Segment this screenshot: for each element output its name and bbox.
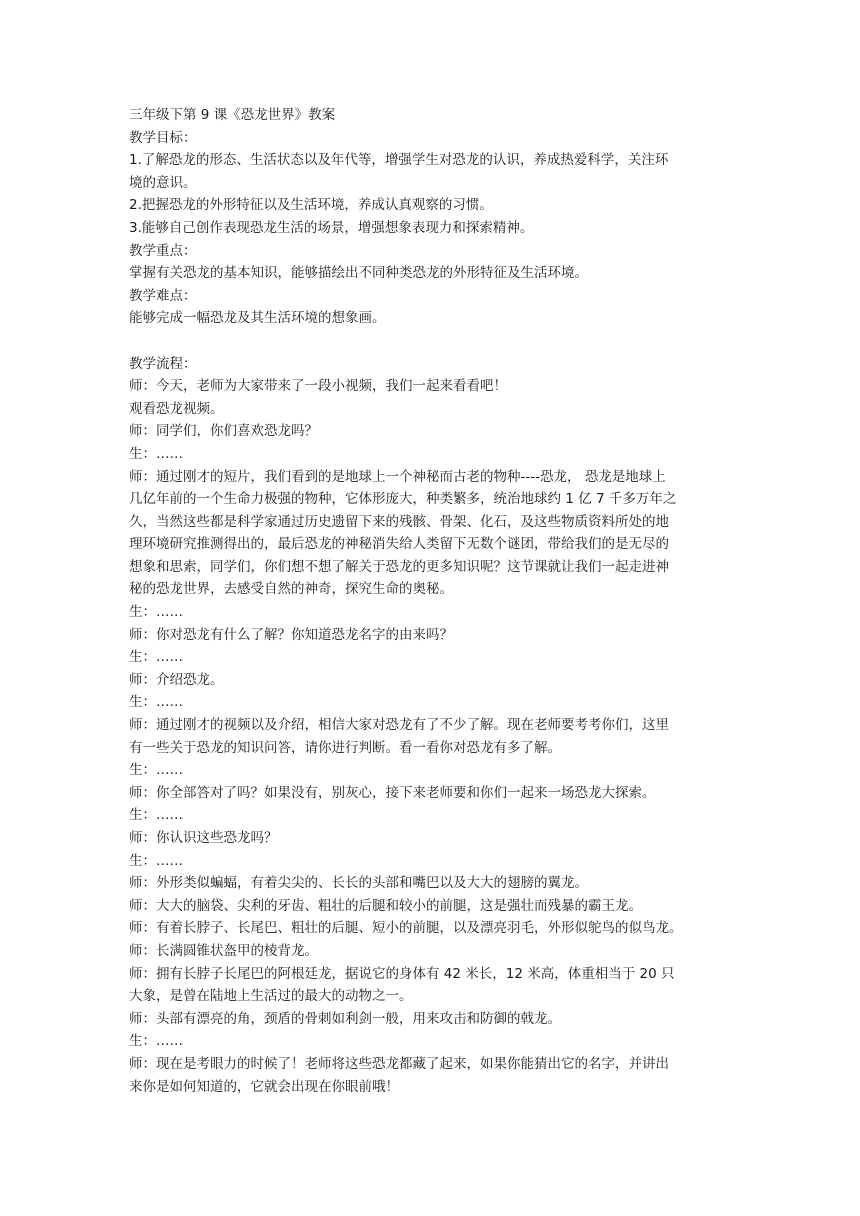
dialogue-line: 师：通过刚才的视频以及介绍，相信大家对恐龙有了不少了解。现在老师要考考你们，这里 xyxy=(129,717,669,734)
objective-1-line-1: 1.了解恐龙的形态、生活状态以及年代等，增强学生对恐龙的认识，养成热爱科学，关注环 xyxy=(129,152,669,169)
dialogue-line: 师：现在是考眼力的时候了！老师将这些恐龙都藏了起来，如果你能猜出它的名字，并讲出 xyxy=(129,1055,669,1072)
objective-2: 2.把握恐龙的外形特征以及生活环境，养成认真观察的习惯。 xyxy=(129,197,493,214)
dialogue-line: 师：你认识这些恐龙吗？ xyxy=(129,830,278,846)
section-heading-key-points: 教学重点： xyxy=(129,242,197,259)
dialogue-line: 生：…… xyxy=(129,649,183,666)
doc-title: 三年级下第 9 课《恐龙世界》教案 xyxy=(129,107,336,123)
dialogue-line: 生：…… xyxy=(129,762,183,779)
dialogue-line: 理环境研究推测得出的，最后恐龙的神秘消失给人类留下无数个谜团，带给我们的是无尽的 xyxy=(129,536,669,553)
dialogue-line: 有一些关于恐龙的知识问答，请你进行判断。看一看你对恐龙有多了解。 xyxy=(129,739,561,756)
section-heading-process: 教学流程： xyxy=(129,355,197,372)
dialogue-line: 师：你全部答对了吗？如果没有，别灰心，接下来老师要和你们一起来一场恐龙大探索。 xyxy=(129,784,656,801)
dialogue-line: 师：头部有漂亮的角，颈盾的骨刺如利剑一般，用来攻击和防御的戟龙。 xyxy=(129,1010,561,1027)
blank-line xyxy=(129,330,739,353)
section-heading-difficulties: 教学难点： xyxy=(129,287,197,304)
dialogue-line: 秘的恐龙世界，去感受自然的神奇，探究生命的奥秘。 xyxy=(129,581,453,598)
lesson-plan-text xyxy=(129,104,739,1098)
dialogue-line: 师：通过刚才的短片，我们看到的是地球上一个神秘而古老的物种----恐龙， 恐龙是地球上 xyxy=(129,468,666,485)
key-points-text: 掌握有关恐龙的基本知识，能够描绘出不同种类恐龙的外形特征及生活环境。 xyxy=(129,265,588,282)
section-heading-objectives: 教学目标： xyxy=(129,129,197,146)
dialogue-line: 师：有着长脖子、长尾巴、粗壮的后腿、短小的前腿，以及漂亮羽毛，外形似鸵鸟的似鸟龙。 xyxy=(129,920,683,937)
dialogue-line: 师：长满圆锥状盔甲的棱背龙。 xyxy=(129,942,318,959)
dialogue-line: 久，当然这些都是科学家通过历史遗留下来的残骸、骨架、化石，及这些物质资料所处的地 xyxy=(129,513,669,530)
dialogue-line: 生：…… xyxy=(129,604,183,621)
dialogue-line: 生：…… xyxy=(129,852,183,869)
dialogue-line: 生：…… xyxy=(129,694,183,711)
dialogue-line: 师：大大的脑袋、尖利的牙齿、粗壮的后腿和较小的前腿，这是强壮而残暴的霸王龙。 xyxy=(129,897,642,914)
objective-1-line-2: 境的意识。 xyxy=(129,174,197,191)
dialogue-line: 师：拥有长脖子长尾巴的阿根廷龙，据说它的身体有 42 米长，12 米高，体重相当于 20 只 xyxy=(129,965,675,982)
dialogue-line: 几亿年前的一个生命力极强的物种，它体形庞大，种类繁多，统治地球约 1 亿 7 千多万年之 xyxy=(129,491,677,508)
objective-3: 3.能够自己创作表现恐龙生活的场景，增强想象表现力和探索精神。 xyxy=(129,219,534,236)
dialogue-line: 师：外形类似蝙蝠，有着尖尖的、长长的头部和嘴巴以及大大的翅膀的翼龙。 xyxy=(129,875,588,892)
dialogue-line: 生：…… xyxy=(129,807,183,824)
dialogue-line: 来你是如何知道的，它就会出现在你眼前哦！ xyxy=(129,1078,399,1095)
dialogue-line: 想象和思索，同学们，你们想不想了解关于恐龙的更多知识呢？这节课就让我们一起走进神 xyxy=(129,558,669,575)
dialogue-line: 师：你对恐龙有什么了解？你知道恐龙名字的由来吗？ xyxy=(129,626,453,643)
difficulties-text: 能够完成一幅恐龙及其生活环境的想象画。 xyxy=(129,310,386,327)
dialogue-line: 大象，是曾在陆地上生活过的最大的动物之一。 xyxy=(129,988,413,1005)
dialogue-line: 生：…… xyxy=(129,1033,183,1050)
dialogue-line: 生：…… xyxy=(129,445,183,462)
dialogue-line: 观看恐龙视频。 xyxy=(129,400,224,417)
dialogue-line: 师：今天，老师为大家带来了一段小视频，我们一起来看看吧！ xyxy=(129,378,507,395)
dialogue-line: 师：同学们，你们喜欢恐龙吗？ xyxy=(129,423,318,440)
dialogue-line: 师：介绍恐龙。 xyxy=(129,671,224,688)
